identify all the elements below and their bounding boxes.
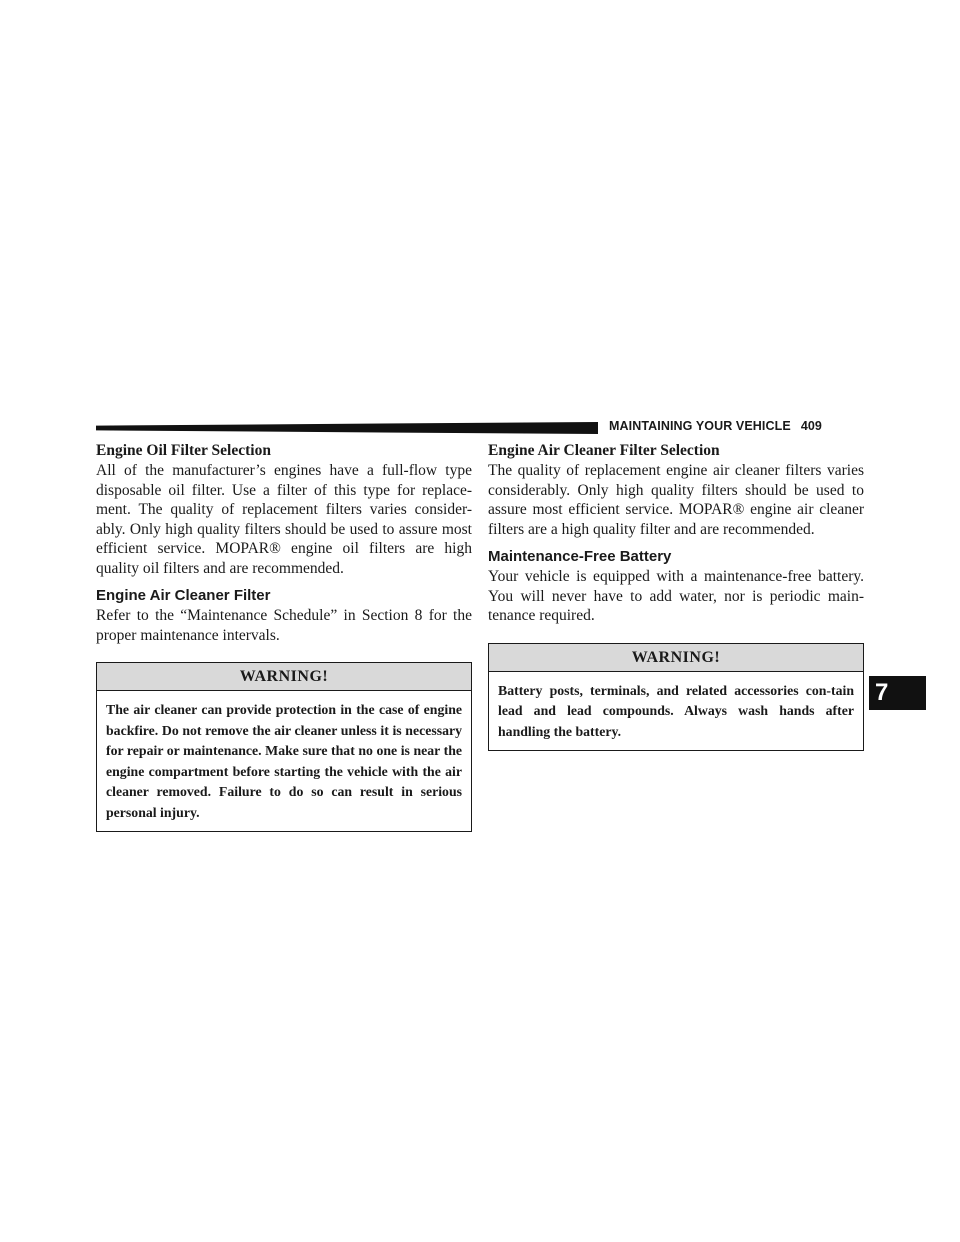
warning-text: The air cleaner can provide protection in the case of engine backfire. Do not remove the air cleaner unless it is necessary for repair or maintenance. Make sure that no one is near the engine compartment before starting the vehicle with the air cleaner removed. Failure to do so can result in serious personal injury. [106, 702, 462, 820]
warning-title: WARNING! [489, 644, 863, 672]
header-rule [96, 422, 598, 434]
air-cleaner-paragraph: Refer to the “Maintenance Schedule” in Section 8 for the proper maintenance intervals. [96, 607, 472, 644]
air-cleaner-warning-box [96, 662, 472, 832]
left-column [96, 441, 472, 832]
oil-filter-heading: Engine Oil Filter Selection [96, 442, 271, 459]
chapter-tab: 7 [869, 676, 926, 710]
air-cleaner-selection-paragraph: The quality of replacement engine air cleaner filters varies considerably. Only high quality filters should be used to assure most efficient service. MOPAR® engine air cleaner filters are a high quality filter and are recommended. [488, 462, 864, 538]
running-header [609, 419, 822, 433]
battery-paragraph: Your vehicle is equipped with a maintenance-free battery. You will never have to add water, nor is periodic main-tenance required. [488, 568, 864, 624]
oil-filter-paragraph: All of the manufacturer’s engines have a full-flow type disposable oil filter. Use a filter of this type for replace-ment. The quality of replacement filters varies consider-ably. Only high quality filters should be used to assure most efficient service. MOPAR® engine oil filters are high quality oil filters and are recommended. [96, 462, 472, 577]
warning-title: WARNING! [97, 663, 471, 691]
header-section-title: MAINTAINING YOUR VEHICLE [609, 419, 791, 433]
page-number: 409 [800, 419, 822, 433]
right-column [488, 441, 864, 751]
air-cleaner-heading: Engine Air Cleaner Filter [96, 587, 271, 604]
warning-text: Battery posts, terminals, and related accessories con-tain lead and lead compounds. Always wash hands after handling the battery. [498, 682, 854, 739]
battery-warning-box [488, 643, 864, 752]
air-cleaner-selection-heading: Engine Air Cleaner Filter Selection [488, 442, 720, 459]
battery-heading: Maintenance-Free Battery [488, 548, 672, 565]
